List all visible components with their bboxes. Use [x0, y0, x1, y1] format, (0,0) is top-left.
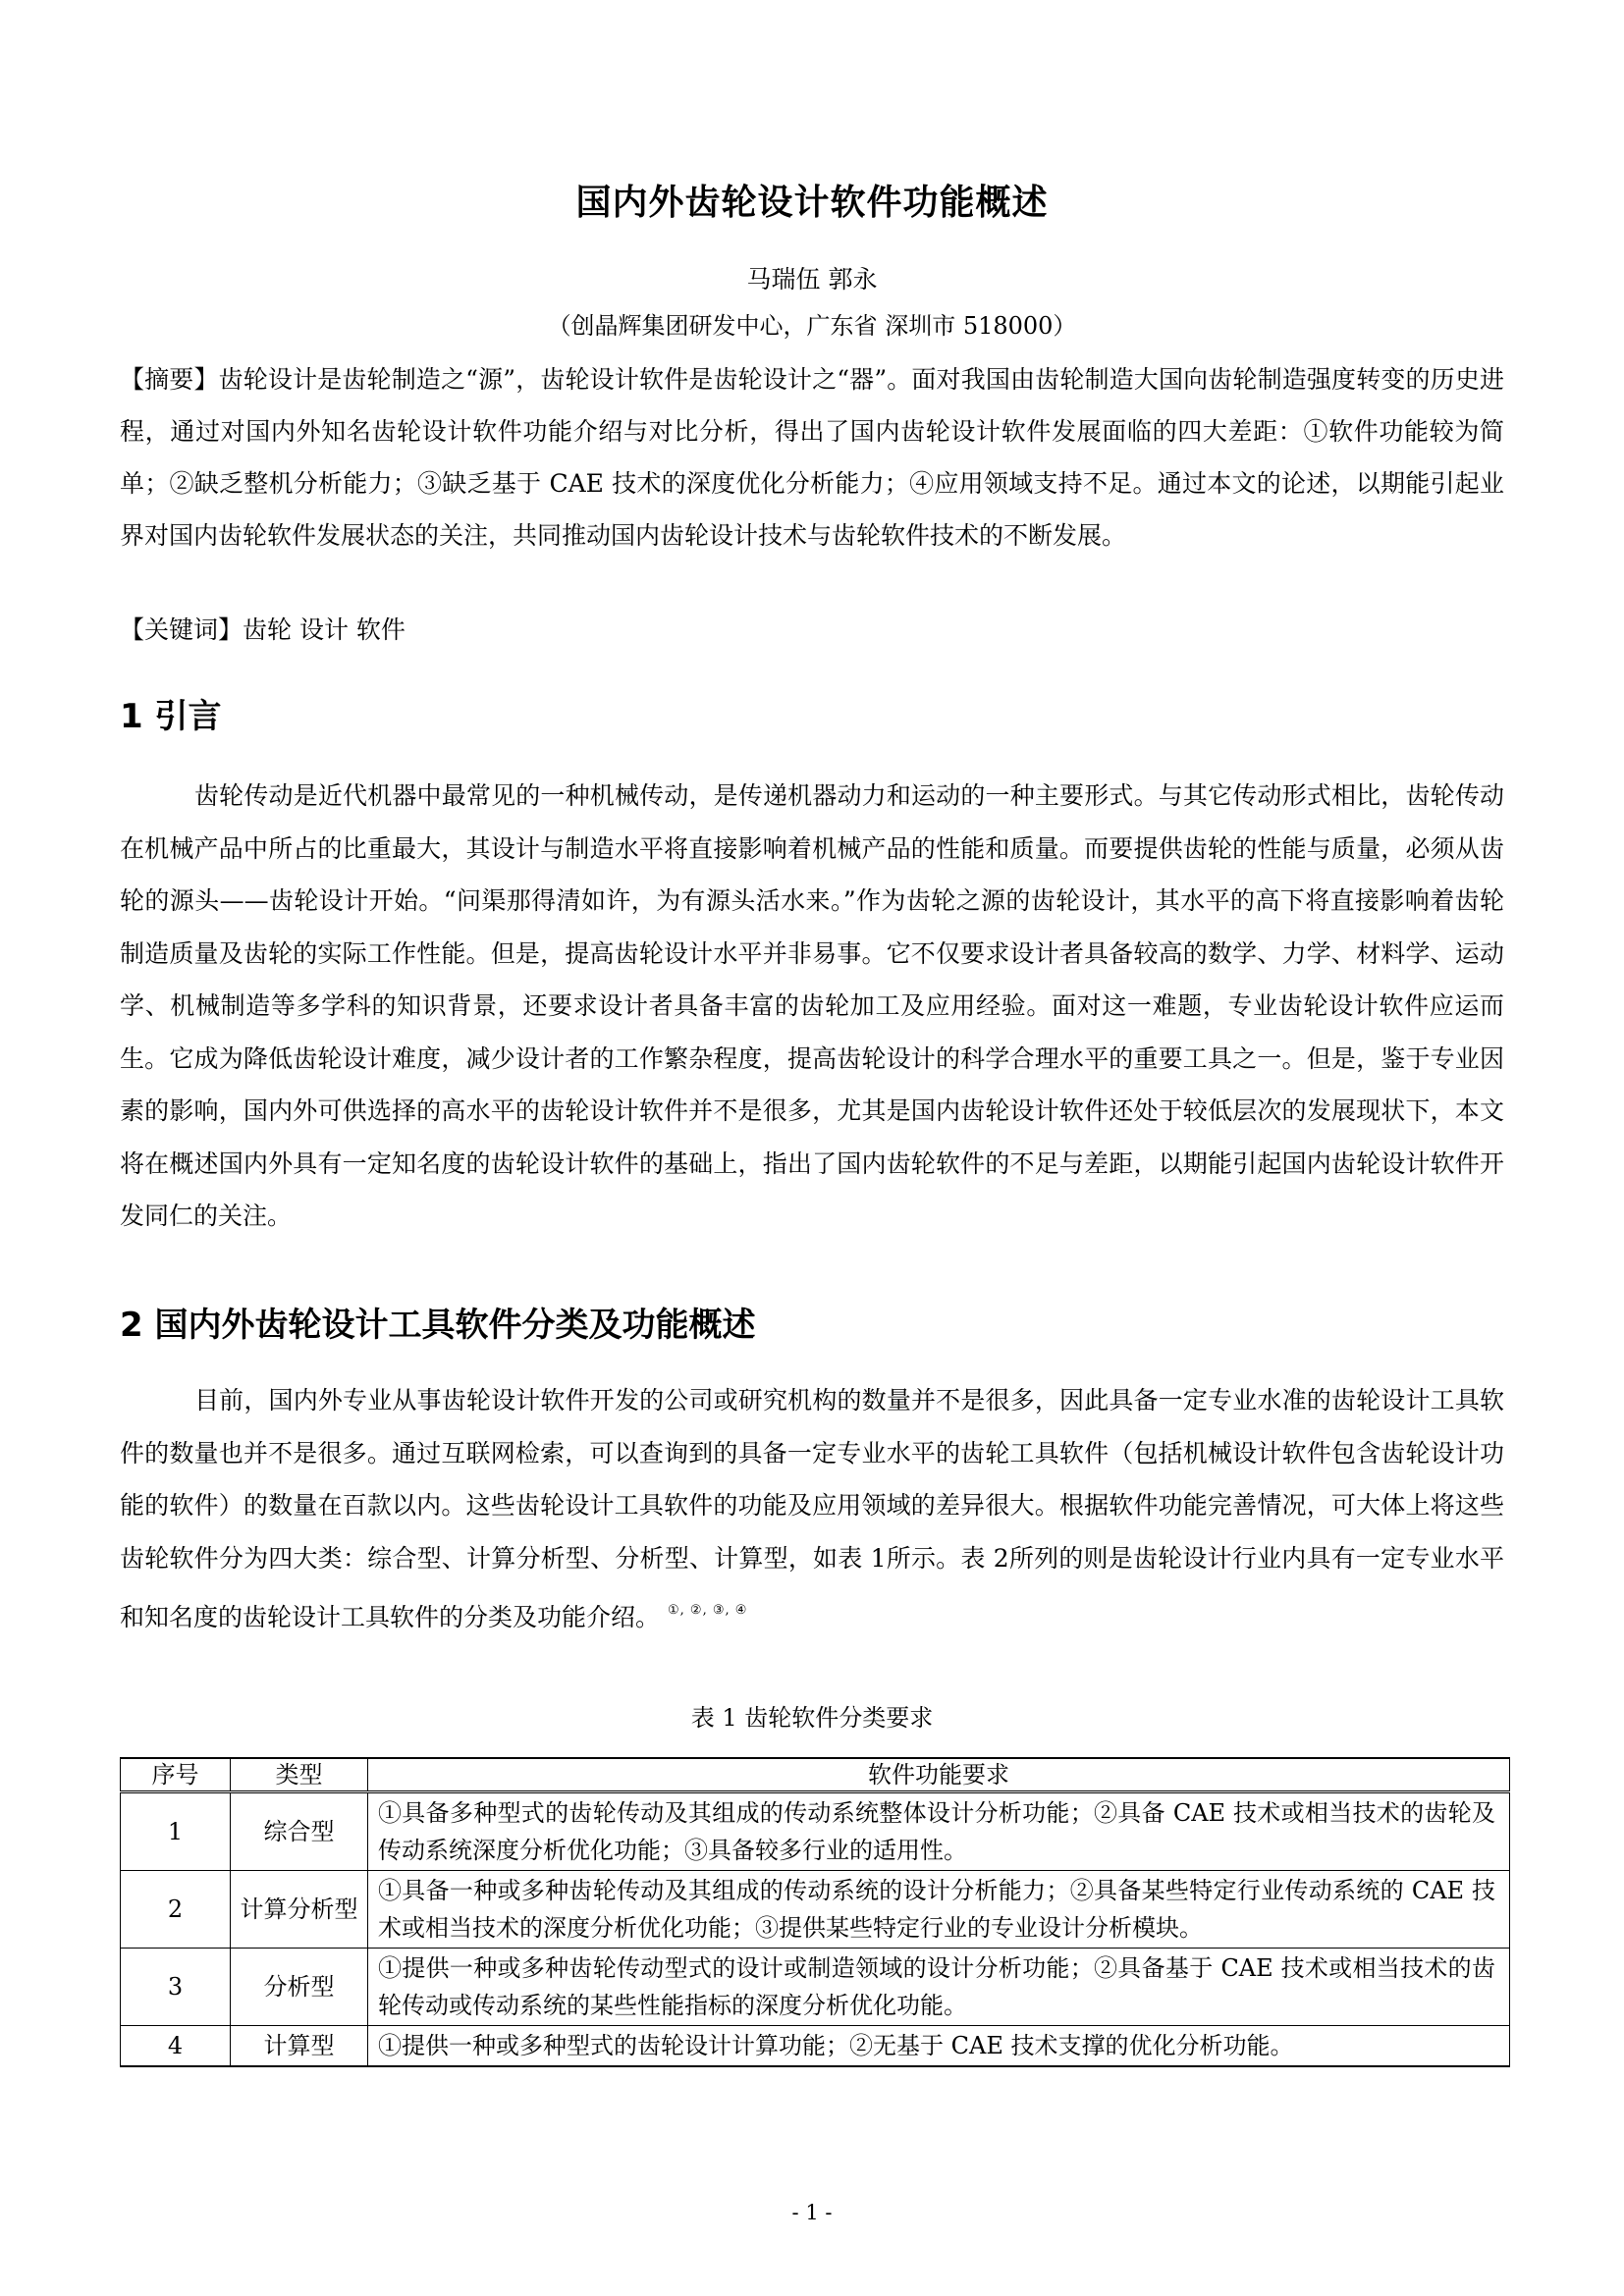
table-header-row	[121, 1758, 1510, 1792]
row-description: ①具备一种或多种齿轮传动及其组成的传动系统的设计分析能力；②具备某些特定行业传动系统的 CAE 技术或相当技术的深度分析优化功能；③提供某些特定行业的专业设计分析模块。	[368, 1871, 1510, 1949]
abstract	[120, 353, 1504, 561]
section-1-heading: 1 引言	[120, 697, 222, 736]
keywords	[120, 611, 406, 646]
section-2-paragraph	[120, 1374, 1504, 1644]
table-row	[121, 1792, 1510, 1871]
section-2-text: 目前，国内外专业从事齿轮设计软件开发的公司或研究机构的数量并不是很多，因此具备一定专业水准的齿轮设计工具软件的数量也并不是很多。通过互联网检索，可以查询到的具备一定专业水平的齿轮工具软件（包括机械设计软件包含齿轮设计功能的软件）的数量在百款以内。这些齿轮设计工具软件的功能及应用领域的差异很大。根据软件功能完善情况，可大体上将这些齿轮软件分为四大类：综合型、计算分析型、分析型、计算型，如表 1所示。表 2所列的则是齿轮设计行业内具有一定专业水平和知名度的齿轮设计工具软件的分类及功能介绍。	[120, 1386, 1504, 1631]
row-description: ①提供一种或多种齿轮传动型式的设计或制造领域的设计分析功能；②具备基于 CAE 技术或相当技术的齿轮传动或传动系统的某些性能指标的深度分析优化功能。	[368, 1949, 1510, 2026]
header-type: 类型	[231, 1758, 368, 1792]
table-row	[121, 1949, 1510, 2026]
table-1-caption: 表 1 齿轮软件分类要求	[690, 1704, 934, 1732]
table-1	[120, 1757, 1510, 2067]
row-number: 2	[121, 1871, 231, 1949]
row-description: ①具备多种型式的齿轮传动及其组成的传动系统整体设计分析功能；②具备 CAE 技术或相当技术的齿轮及传动系统深度分析优化功能；③具备较多行业的适用性。	[368, 1792, 1510, 1871]
row-type: 分析型	[231, 1949, 368, 2026]
keywords-label: 【关键词】	[120, 615, 244, 644]
section-2-heading: 2 国内外齿轮设计工具软件分类及功能概述	[120, 1306, 756, 1345]
paper-title: 国内外齿轮设计软件功能概述	[575, 183, 1049, 223]
row-number: 3	[121, 1949, 231, 2026]
table-row	[121, 1871, 1510, 1949]
row-type: 综合型	[231, 1792, 368, 1871]
table-row	[121, 2026, 1510, 2067]
keywords-text: 齿轮 设计 软件	[243, 615, 406, 644]
row-number: 4	[121, 2026, 231, 2067]
affiliation: （创晶辉集团研发中心，广东省 深圳市 518000）	[547, 312, 1077, 340]
header-number: 序号	[121, 1758, 231, 1792]
footnote-refs: ①, ②, ③, ④	[668, 1603, 748, 1618]
section-1-paragraph: 齿轮传动是近代机器中最常见的一种机械传动，是传递机器动力和运动的一种主要形式。与其它传动形式相比，齿轮传动在机械产品中所占的比重最大，其设计与制造水平将直接影响着机械产品的性能和质量。而要提供齿轮的性能与质量，必须从齿轮的源头——齿轮设计开始。“问渠那得清如许，为有源头活水来。”作为齿轮之源的齿轮设计，其水平的高下将直接影响着齿轮制造质量及齿轮的实际工作性能。但是，提高齿轮设计水平并非易事。它不仅要求设计者具备较高的数学、力学、材料学、运动学、机械制造等多学科的知识背景，还要求设计者具备丰富的齿轮加工及应用经验。面对这一难题，专业齿轮设计软件应运而生。它成为降低齿轮设计难度，减少设计者的工作繁杂程度，提高齿轮设计的科学合理水平的重要工具之一。但是，鉴于专业因素的影响，国内外可供选择的高水平的齿轮设计软件并不是很多，尤其是国内齿轮设计软件还处于较低层次的发展现状下，本文将在概述国内外具有一定知名度的齿轮设计软件的基础上，指出了国内齿轮软件的不足与差距，以期能引起国内齿轮设计软件开发同仁的关注。	[120, 781, 1504, 1230]
page-number: - 1 -	[791, 2201, 833, 2224]
row-description: ①提供一种或多种型式的齿轮设计计算功能；②无基于 CAE 技术支撑的优化分析功能。	[368, 2026, 1510, 2067]
row-type: 计算型	[231, 2026, 368, 2067]
abstract-label: 【摘要】	[120, 365, 219, 394]
abstract-text: 齿轮设计是齿轮制造之“源”，齿轮设计软件是齿轮设计之“器”。面对我国由齿轮制造大国向齿轮制造强度转变的历史进程，通过对国内外知名齿轮设计软件功能介绍与对比分析，得出了国内齿轮设计软件发展面临的四大差距：①软件功能较为简单；②缺乏整机分析能力；③缺乏基于 CAE 技术的深度优化分析能力；④应用领域支持不足。通过本文的论述，以期能引起业界对国内齿轮软件发展状态的关注，共同推动国内齿轮设计技术与齿轮软件技术的不断发展。	[120, 365, 1504, 550]
authors: 马瑞伍 郭永	[746, 265, 878, 294]
row-type: 计算分析型	[231, 1871, 368, 1949]
row-number: 1	[121, 1792, 231, 1871]
header-requirements: 软件功能要求	[368, 1758, 1510, 1792]
